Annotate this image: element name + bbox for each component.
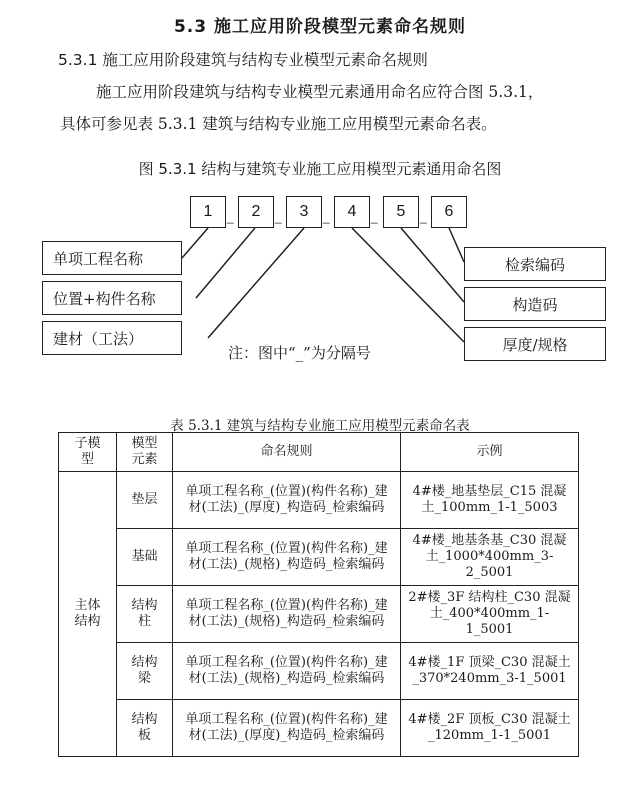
table-row (59, 472, 579, 529)
naming-table (58, 432, 579, 757)
diagram-note: 注：图中“_”为分隔号 (228, 344, 371, 362)
code-box-2: 2 (238, 196, 274, 228)
label-position-component: 位置+构件名称 (42, 281, 182, 315)
separator-4: _ (371, 210, 378, 224)
code-box-1: 1 (190, 196, 226, 228)
label-construction-code: 构造码 (464, 287, 606, 321)
table-row (59, 700, 579, 757)
rule-cell: 单项工程名称_(位置)(构件名称)_建材(工法)_(厚度)_构造码_检索编码 (173, 700, 401, 757)
rule-cell: 单项工程名称_(位置)(构件名称)_建材(工法)_(规格)_构造码_检索编码 (173, 529, 401, 586)
separator-3: _ (323, 210, 330, 224)
connector-1 (182, 228, 208, 258)
header-example: 示例 (401, 433, 579, 472)
element-cell: 垫层 (117, 472, 173, 529)
separator-1: _ (227, 210, 234, 224)
code-box-6: 6 (431, 196, 467, 228)
connector-6 (449, 228, 464, 262)
header-sub-model: 子模型 (59, 433, 117, 472)
label-thickness-spec: 厚度/规格 (464, 327, 606, 361)
subsection-title: 5.3.1 施工应用阶段建筑与结构专业模型元素命名规则 (58, 51, 428, 69)
rule-cell: 单项工程名称_(位置)(构件名称)_建材(工法)_(规格)_构造码_检索编码 (173, 586, 401, 643)
element-cell: 结构板 (117, 700, 173, 757)
example-cell: 4#楼_地基垫层_C15 混凝土_100mm_1-1_5003 (401, 472, 579, 529)
example-cell: 4#楼_2F 顶板_C30 混凝土_120mm_1-1_5001 (401, 700, 579, 757)
label-material: 建材（工法） (42, 321, 182, 355)
paragraph-line-1: 施工应用阶段建筑与结构专业模型元素通用命名应符合图 5.3.1， (96, 83, 544, 101)
rule-cell: 单项工程名称_(位置)(构件名称)_建材(工法)_(规格)_构造码_检索编码 (173, 643, 401, 700)
code-box-4: 4 (334, 196, 370, 228)
label-project-name: 单项工程名称 (42, 241, 182, 275)
label-search-code: 检索编码 (464, 247, 606, 281)
header-element: 模型元素 (117, 433, 173, 472)
table-row (59, 529, 579, 586)
header-rule: 命名规则 (173, 433, 401, 472)
element-cell: 结构柱 (117, 586, 173, 643)
example-cell: 4#楼_地基条基_C30 混凝土_1000*400mm_3-2_5001 (401, 529, 579, 586)
table-header-row (59, 433, 579, 472)
table-row (59, 643, 579, 700)
element-cell: 基础 (117, 529, 173, 586)
connector-4 (352, 228, 464, 342)
table-caption: 表 5.3.1 建筑与结构专业施工应用模型元素命名表 (170, 418, 470, 434)
group-cell: 主体结构 (59, 472, 117, 757)
connector-3 (208, 228, 304, 338)
example-cell: 2#楼_3F 结构柱_C30 混凝土_400*400mm_1-1_5001 (401, 586, 579, 643)
section-title: 5.3 施工应用阶段模型元素命名规则 (173, 17, 467, 37)
code-box-5: 5 (383, 196, 419, 228)
table-row (59, 586, 579, 643)
rule-cell: 单项工程名称_(位置)(构件名称)_建材(工法)_(厚度)_构造码_检索编码 (173, 472, 401, 529)
separator-5: _ (420, 210, 427, 224)
figure-caption: 图 5.3.1 结构与建筑专业施工应用模型元素通用命名图 (138, 160, 502, 178)
code-box-3: 3 (286, 196, 322, 228)
element-cell: 结构梁 (117, 643, 173, 700)
connector-2 (196, 228, 255, 298)
separator-2: _ (275, 210, 282, 224)
example-cell: 4#楼_1F 顶梁_C30 混凝土_370*240mm_3-1_5001 (401, 643, 579, 700)
paragraph-line-2: 具体可参见表 5.3.1 建筑与结构专业施工应用模型元素命名表。 (60, 115, 497, 133)
